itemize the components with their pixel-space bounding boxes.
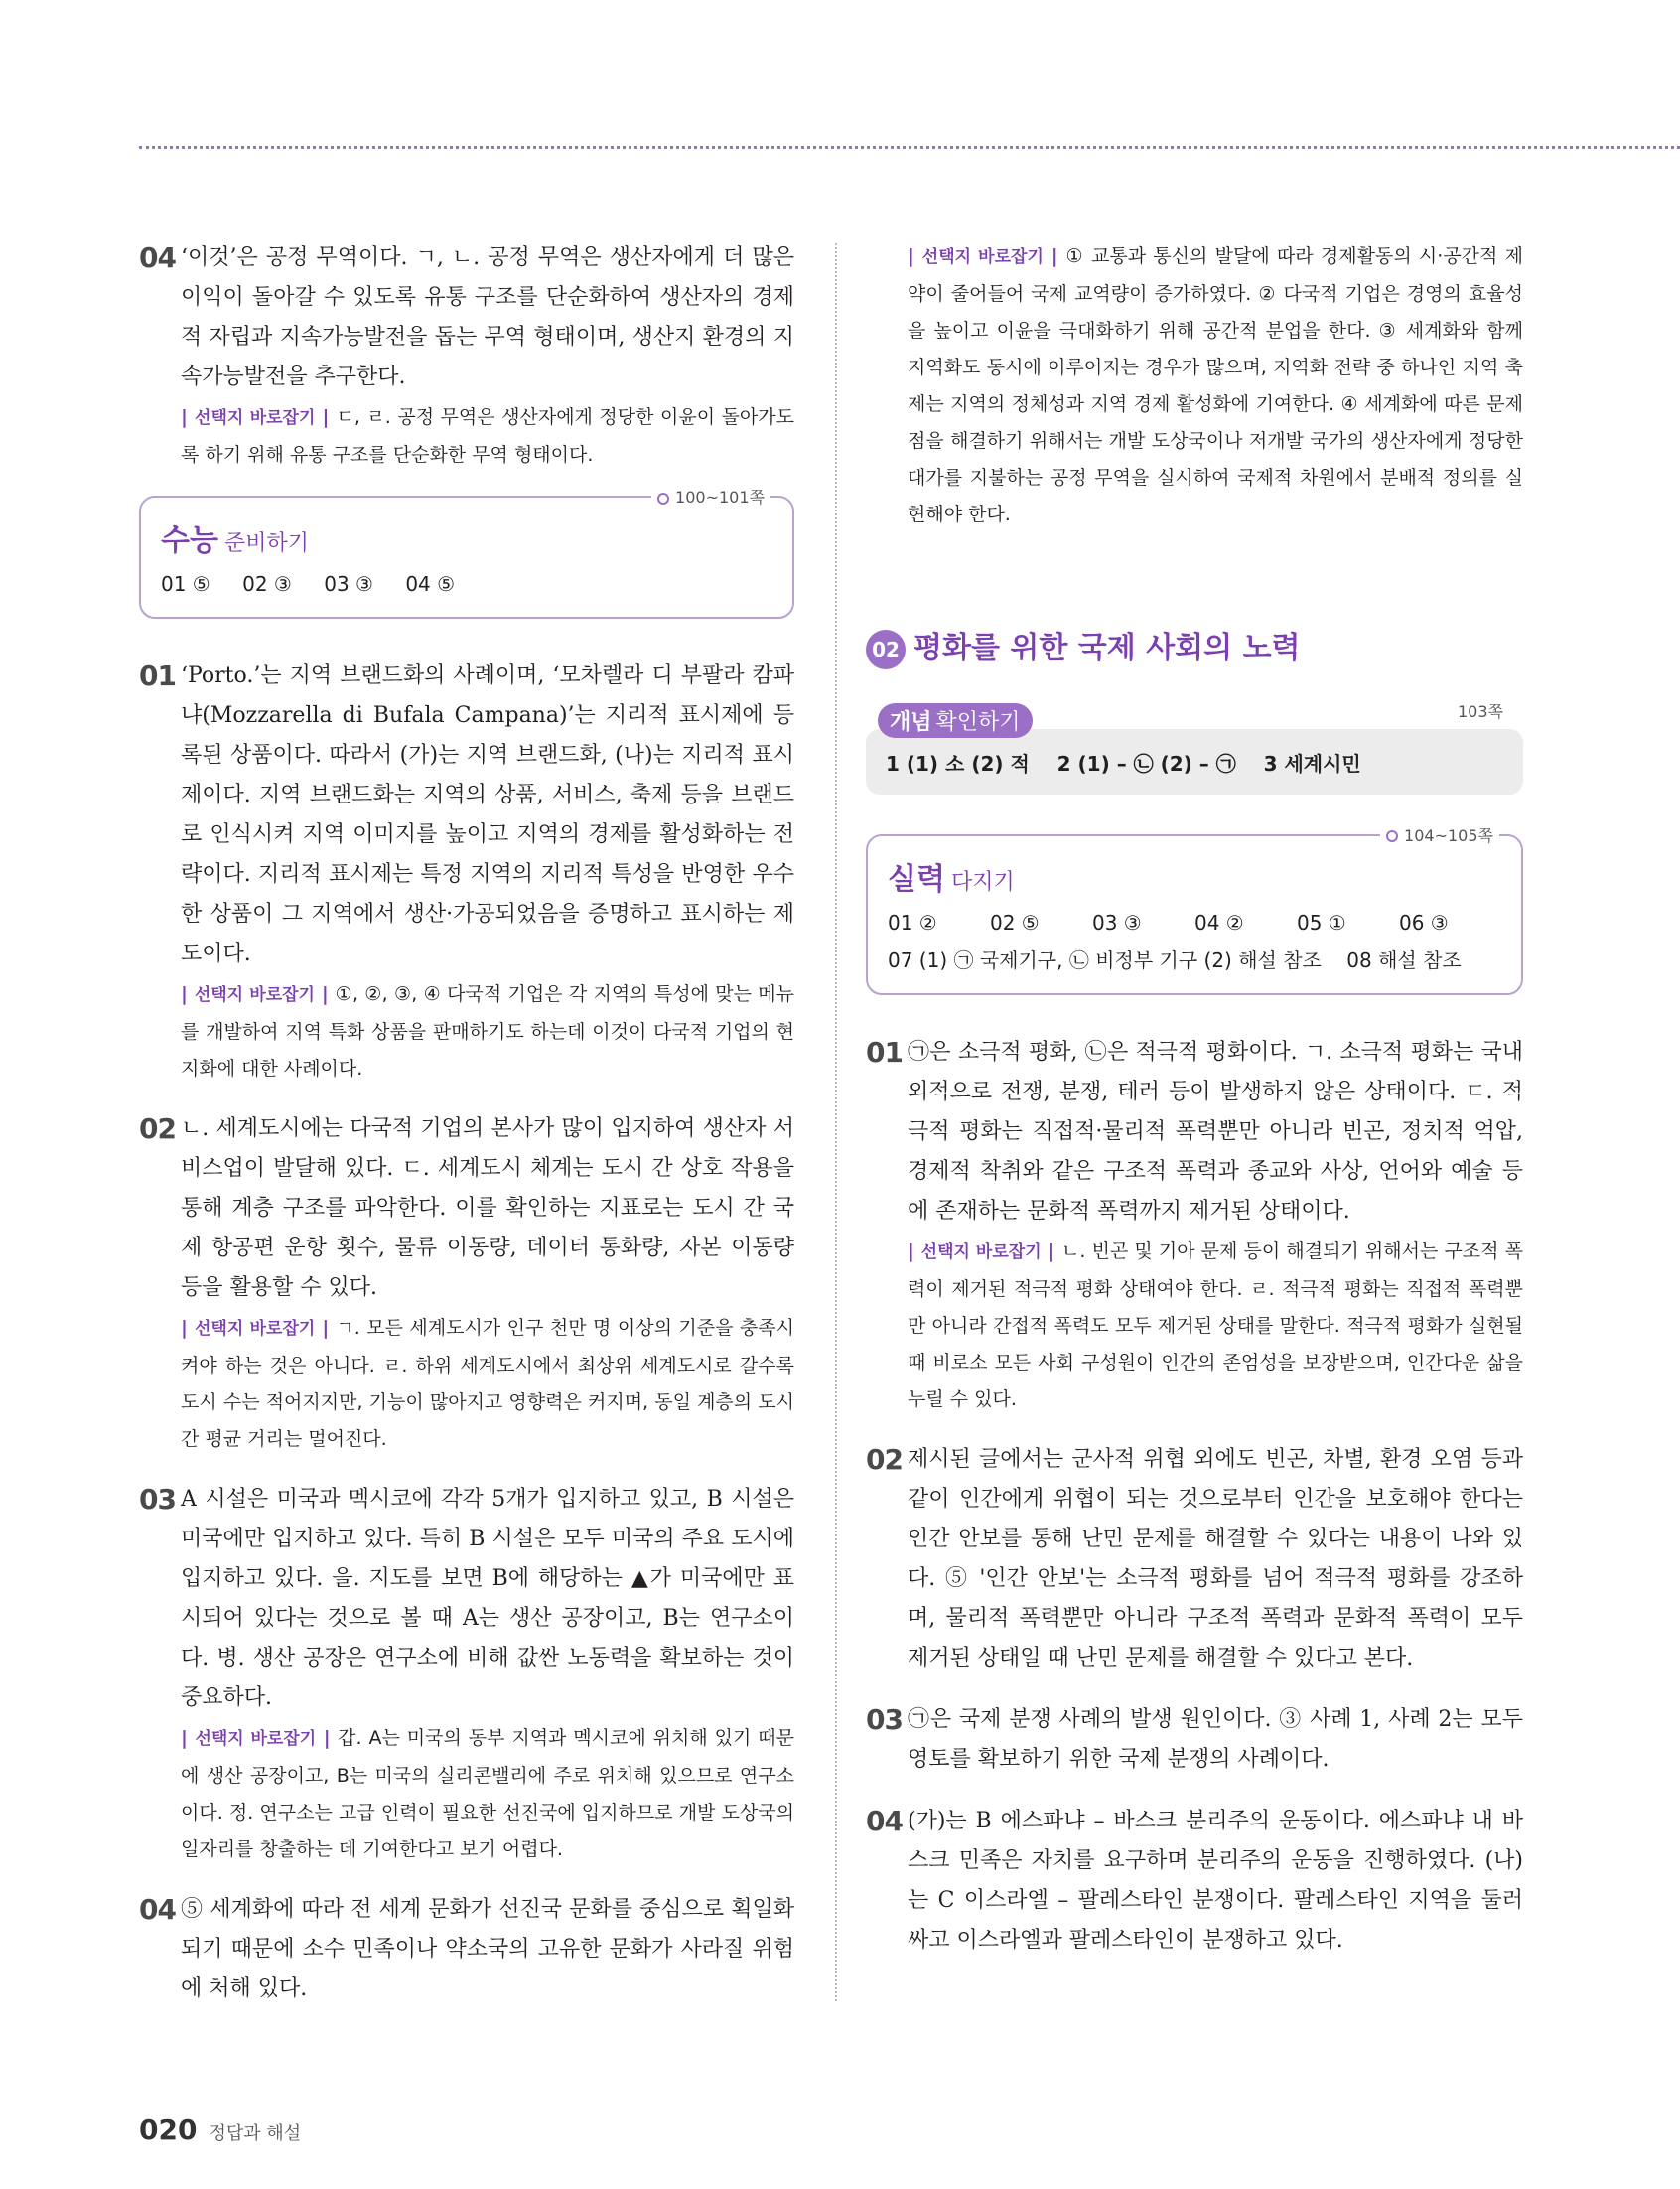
fix-note: | 선택지 바로잡기 | ㄷ, ㄹ. 공정 무역은 생산자에게 정당한 이윤이 돌아가도록 하기 위해 유통 구조를 단순화한 무역 형태이다.: [181, 406, 794, 466]
item-text: ‘이것’은 공정 무역이다. ㄱ, ㄴ. 공정 무역은 생산자에게 더 많은 이익이 돌아갈 수 있도록 유통 구조를 단순화하여 생산자의 경제적 자립과 지속가능발전을 돕는 무역 형태이며, 생산지 환경의 지속가능발전을 추구한다.: [181, 245, 794, 389]
answer-key: 02 ③: [242, 572, 292, 596]
answer-key: 03 ③: [324, 572, 373, 596]
answer-key: 04 ②: [1194, 910, 1244, 935]
left-column: [139, 238, 794, 2031]
item-number: 01: [866, 1035, 903, 1069]
fix-text: ①, ②, ③, ④ 다국적 기업은 각 지역의 특성에 맞는 메뉴를 개발하여 지역 특화 상품을 판매하기도 하는데 이것이 다국적 기업의 현지화에 대한 사례이다.: [181, 983, 795, 1080]
answer-item: [866, 1700, 1523, 1780]
item-text: (가)는 B 에스파냐 – 바스크 분리주의 운동이다. 에스파냐 내 바스크 민족은 자치를 요구하며 분리주의 운동을 진행하였다. (나)는 C 이스라엘 – 팔레스타인 분쟁이다. 팔레스타인 지역을 둘러싸고 이스라엘과 팔레스타인이 분쟁하고 있다.: [908, 1808, 1523, 1953]
fix-note: | 선택지 바로잡기 | ① 교통과 통신의 발달에 따라 경제활동의 시·공간적 제약이 줄어들어 국제 교역량이 증가하였다. ② 다국적 기업은 경영의 효율성을 높이고 이윤을 극대화하기 위해 공간적 분업을 한다. ③ 세계화와 함께 지역화도 동시에 이루어지는 경우가 많으며, 지역화 전략 중 하나인 지역 축제는 지역의 정체성과 지역 경제 활성화에 기여한다. ④ 세계화에 따른 문제점을 해결하기 위해서는 개발 도상국이나 저개발 국가의 생산자에게 정당한 대가를 지불하는 공정 무역을 실시하여 국제적 차원에서 분배적 정의를 실현해야 한다.: [908, 245, 1523, 525]
fix-note: | 선택지 바로잡기 | ㄱ. 모든 세계도시가 인구 천만 명 이상의 기준을 충족시켜야 하는 것은 아니다. ㄹ. 하위 세계도시에서 최상위 세계도시로 갈수록 도시 수는 적어지지만, 기능이 많아지고 영향력은 커지며, 동일 계층의 도시 간 평균 거리는 멀어진다.: [181, 1317, 794, 1450]
answer-key: 03 ③: [1092, 910, 1142, 935]
answer-key: 06 ③: [1399, 910, 1449, 935]
box-title: [888, 854, 1501, 898]
answer-key: 04 ⑤: [405, 572, 456, 596]
footer-label: 정답과 해설: [209, 2123, 302, 2144]
item-number: 02: [866, 1442, 903, 1476]
answer-key: 01 ⑤: [161, 572, 210, 596]
fix-tag: 선택지 바로잡기: [195, 1729, 317, 1749]
answer-item: [139, 1890, 794, 2009]
fix-note: | 선택지 바로잡기 | ①, ②, ③, ④ 다국적 기업은 각 지역의 특성에 맞는 메뉴를 개발하여 지역 특화 상품을 판매하기도 하는데 이것이 다국적 기업의 현지화에 대한 사례이다.: [181, 983, 795, 1080]
answer-item: [139, 657, 794, 1088]
answer-key: 05 ①: [1297, 910, 1346, 935]
fix-tag: 선택지 바로잡기: [195, 1319, 316, 1339]
item-text: ⑤ 세계화에 따라 전 세계 문화가 선진국 문화를 중심으로 획일화되기 때문에 소수 민족이나 약소국의 고유한 문화가 사라질 위험에 처해 있다.: [181, 1897, 794, 2001]
item-text: ‘Porto.’는 지역 브랜드화의 사례이며, ‘모차렐라 디 부팔라 캄파냐(Mozzarella di Bufala Campana)’는 지리적 표시제에 등록된 상품이다. 따라서 (가)는 지역 브랜드화, (나)는 지리적 표시제이다. 지역 브랜드화는 지역의 상품, 서비스, 축제 등을 브랜드로 인식시켜 지역 이미지를 높이고 지역의 경제를 활성화하는 전략이다. 지리적 표시제는 특정 지역의 지리적 특성을 반영한 우수한 상품이 그 지역에서 생산·가공되었음을 증명하고 표시하는 제도이다.: [181, 663, 794, 966]
fix-text: 갑. A는 미국의 동부 지역과 멕시코에 위치해 있기 때문에 생산 공장이고, B는 미국의 실리콘밸리에 주로 위치해 있으므로 연구소이다. 정. 연구소는 고급 인력이 필요한 선진국에 입지하므로 개발 도상국의 일자리를 창출하는 데 기여한다고 보기 어렵다.: [181, 1727, 794, 1860]
right-column: [866, 238, 1523, 1982]
answer-item: [139, 1480, 794, 1868]
answer-item: [139, 1109, 794, 1458]
section-title: 평화를 위한 국제 사회의 노력: [913, 631, 1301, 665]
item-number: 04: [139, 1893, 176, 1926]
item-text: A 시설은 미국과 멕시코에 각각 5개가 입지하고 있고, B 시설은 미국에만 입지하고 있다. 특히 B 시설은 모두 미국의 주요 도시에 입지하고 있다. 을. 지도를 보면 B에 해당하는 ▲가 미국에만 표시되어 있다는 것으로 볼 때 A는 생산 공장이고, B는 연구소이다. 병. 생산 공장은 연구소에 비해 값싼 노동력을 확보하는 것이 중요하다.: [181, 1487, 794, 1710]
page-range: 100~101쪽: [651, 485, 770, 508]
page-range: 103쪽: [1458, 701, 1503, 721]
item-text: 제시된 글에서는 군사적 위협 외에도 빈곤, 차별, 환경 오염 등과 같이 인간에게 위협이 되는 것으로부터 인간을 보호해야 한다는 인간 안보를 통해 난민 문제를 해결할 수 있다는 내용이 나와 있다. ⑤ '인간 안보'는 소극적 평화를 넘어 적극적 평화를 강조하며, 물리적 폭력뿐만 아니라 구조적 폭력과 문화적 폭력이 모두 제거된 상태일 때 난민 문제를 해결할 수 있다고 본다.: [908, 1446, 1523, 1671]
fix-text: ㄴ. 빈곤 및 기아 문제 등이 해결되기 위해서는 구조적 폭력이 제거된 적극적 평화 상태여야 한다. ㄹ. 적극적 평화는 직접적 폭력뿐만 아니라 간접적 폭력도 모두 제거된 상태를 말한다. 적극적 평화가 실현될 때 비로소 모든 사회 구성원이 인간의 존엄성을 보장받으며, 인간다운 삶을 누릴 수 있다.: [908, 1240, 1524, 1410]
box-title-sub: 준비하기: [223, 531, 309, 556]
item-number: 04: [866, 1804, 903, 1837]
page-footer: [139, 2114, 301, 2146]
concept-pill: 개념 확인하기: [878, 703, 1033, 738]
item-number: 04: [139, 241, 176, 274]
item-text: ㉠은 소극적 평화, ㉡은 적극적 평화이다. ㄱ. 소극적 평화는 국내외적으로 전쟁, 분쟁, 테러 등이 발생하지 않은 상태이다. ㄷ. 적극적 평화는 직접적·물리적 폭력뿐만 아니라 빈곤, 정치적 억압, 경제적 착취와 같은 구조적 폭력과 종교와 사상, 언어와 예술 등에 존재하는 문화적 폭력까지 제거된 상태이다.: [908, 1039, 1523, 1224]
item-text: ㉠은 국제 분쟁 사례의 발생 원인이다. ③ 사례 1, 사례 2는 모두 영토를 확보하기 위한 국제 분쟁의 사례이다.: [908, 1706, 1523, 1772]
box-title: [161, 515, 772, 559]
fix-note: | 선택지 바로잡기 | 갑. A는 미국의 동부 지역과 멕시코에 위치해 있기 때문에 생산 공장이고, B는 미국의 실리콘밸리에 주로 위치해 있으므로 연구소이다. 정. 연구소는 고급 인력이 필요한 선진국에 입지하므로 개발 도상국의 일자리를 창출하는 데 기여한다고 보기 어렵다.: [181, 1727, 794, 1860]
item-number: 01: [139, 659, 176, 692]
column-separator: [835, 243, 837, 2001]
item-text: ㄴ. 세계도시에는 다국적 기업의 본사가 많이 입지하여 생산자 서비스업이 발달해 있다. ㄷ. 세계도시 체계는 도시 간 상호 작용을 통해 계층 구조를 파악한다. 이를 확인하는 지표로는 도시 간 국제 항공편 운항 횟수, 물류 이동량, 데이터 통화량, 자본 이동량 등을 활용할 수 있다.: [181, 1116, 794, 1300]
concept-answers: 1 (1) 소 (2) 적 2 (1) – ㉡ (2) – ㉠ 3 세계시민: [886, 751, 1361, 776]
answer-item: [866, 1033, 1523, 1418]
item-number: 02: [139, 1112, 176, 1145]
top-divider: [139, 146, 1680, 149]
item-number: 03: [139, 1483, 176, 1516]
fix-tag: 선택지 바로잡기: [920, 1241, 1042, 1262]
box-title-main: 수능: [161, 523, 218, 558]
concept-box: [866, 701, 1523, 795]
answer-key: 01 ②: [888, 910, 937, 935]
box-title-sub: 다지기: [950, 869, 1015, 895]
section-number: 02: [866, 630, 906, 669]
section-heading: [866, 623, 1523, 669]
fix-tag: 선택지 바로잡기: [194, 985, 315, 1005]
page-number: 020: [139, 2114, 198, 2146]
answer-item: [139, 238, 794, 474]
page-range: 104~105쪽: [1380, 823, 1499, 846]
fix-text: ① 교통과 통신의 발달에 따라 경제활동의 시·공간적 제약이 줄어들어 국제 교역량이 증가하였다. ② 다국적 기업은 경영의 효율성을 높이고 이윤을 극대화하기 위해 공간적 분업을 한다. ③ 세계화와 함께 지역화도 동시에 이루어지는 경우가 많으며, 지역화 전략 중 하나인 지역 축제는 지역의 정체성과 지역 경제 활성화에 기여한다. ④ 세계화에 따른 문제점을 해결하기 위해서는 개발 도상국이나 저개발 국가의 생산자에게 정당한 대가를 지불하는 공정 무역을 실시하여 국제적 차원에서 분배적 정의를 실현해야 한다.: [908, 245, 1523, 525]
answer-row: [161, 565, 772, 603]
fix-tag: 선택지 바로잡기: [921, 247, 1044, 267]
answer-item: [866, 1440, 1523, 1678]
box-title-main: 실력: [888, 861, 945, 897]
answer-row-2: 07 (1) ㉠ 국제기구, ㉡ 비정부 기구 (2) 해설 참조 08 해설 참조: [888, 948, 1462, 972]
fix-text: ㄷ, ㄹ. 공정 무역은 생산자에게 정당한 이윤이 돌아가도록 하기 위해 유통 구조를 단순화한 무역 형태이다.: [181, 406, 794, 466]
fix-tag: 선택지 바로잡기: [195, 408, 316, 428]
fix-text: ㄱ. 모든 세계도시가 인구 천만 명 이상의 기준을 충족시켜야 하는 것은 아니다. ㄹ. 하위 세계도시에서 최상위 세계도시로 갈수록 도시 수는 적어지지만, 기능이 많아지고 영향력은 커지며, 동일 계층의 도시 간 평균 거리는 멀어진다.: [181, 1317, 794, 1450]
answer-row: [888, 904, 1501, 942]
fix-note: | 선택지 바로잡기 | ㄴ. 빈곤 및 기아 문제 등이 해결되기 위해서는 구조적 폭력이 제거된 적극적 평화 상태여야 한다. ㄹ. 적극적 평화는 직접적 폭력뿐만 아니라 간접적 폭력도 모두 제거된 상태를 말한다. 적극적 평화가 실현될 때 비로소 모든 사회 구성원이 인간의 존엄성을 보장받으며, 인간다운 삶을 누릴 수 있다.: [908, 1240, 1524, 1410]
answer-item: [866, 1802, 1523, 1961]
silryeok-box: [866, 825, 1523, 995]
suneung-box: [139, 488, 794, 619]
answer-key: 02 ⑤: [990, 910, 1040, 935]
item-number: 03: [866, 1702, 903, 1736]
